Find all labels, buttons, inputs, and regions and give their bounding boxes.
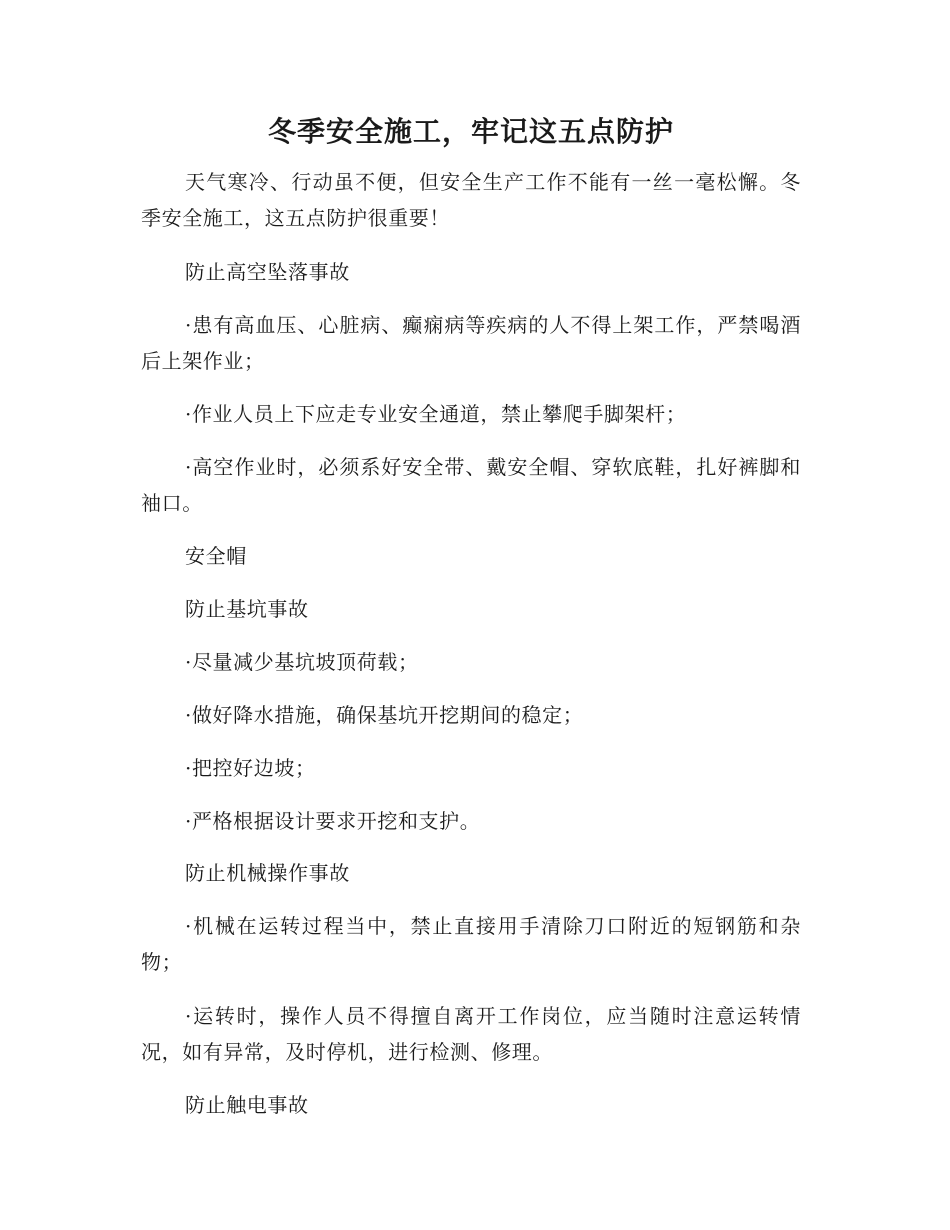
intro-paragraph: 天气寒冷、行动虽不便，但安全生产工作不能有一丝一毫松懈。冬季安全施工，这五点防护很重要！ bbox=[141, 170, 801, 230]
bullet-machinery-hands: ·机械在运转过程当中，禁止直接用手清除刀口附近的短钢筋和杂物； bbox=[141, 914, 801, 974]
section-heading-pit-prevention: 防止基坑事故 bbox=[185, 597, 309, 621]
bullet-pit-drainage: ·做好降水措施，确保基坑开挖期间的稳定； bbox=[185, 703, 584, 727]
section-heading-electric-prevention: 防止触电事故 bbox=[185, 1093, 309, 1117]
bullet-pit-load: ·尽量减少基坑坡顶荷载； bbox=[185, 650, 419, 674]
document-title: 冬季安全施工，牢记这五点防护 bbox=[267, 115, 674, 148]
bullet-fall-health: ·患有高血压、心脏病、癫痫病等疾病的人不得上架工作，严禁喝酒后上架作业； bbox=[141, 313, 801, 373]
bullet-pit-slope: ·把控好边坡； bbox=[185, 756, 316, 780]
section-heading-machinery-prevention: 防止机械操作事故 bbox=[185, 861, 350, 885]
section-heading-helmet: 安全帽 bbox=[185, 544, 247, 568]
bullet-pit-design: ·严格根据设计要求开挖和支护。 bbox=[185, 809, 481, 833]
section-heading-fall-prevention: 防止高空坠落事故 bbox=[185, 260, 350, 284]
bullet-fall-passage: ·作业人员上下应走专业安全通道，禁止攀爬手脚架杆； bbox=[185, 402, 687, 426]
bullet-fall-gear: ·高空作业时，必须系好安全带、戴安全帽、穿软底鞋，扎好裤脚和袖口。 bbox=[141, 455, 801, 515]
bullet-machinery-post: ·运转时，操作人员不得擅自离开工作岗位，应当随时注意运转情况，如有异常，及时停机，进行检测、修理。 bbox=[141, 1004, 801, 1064]
